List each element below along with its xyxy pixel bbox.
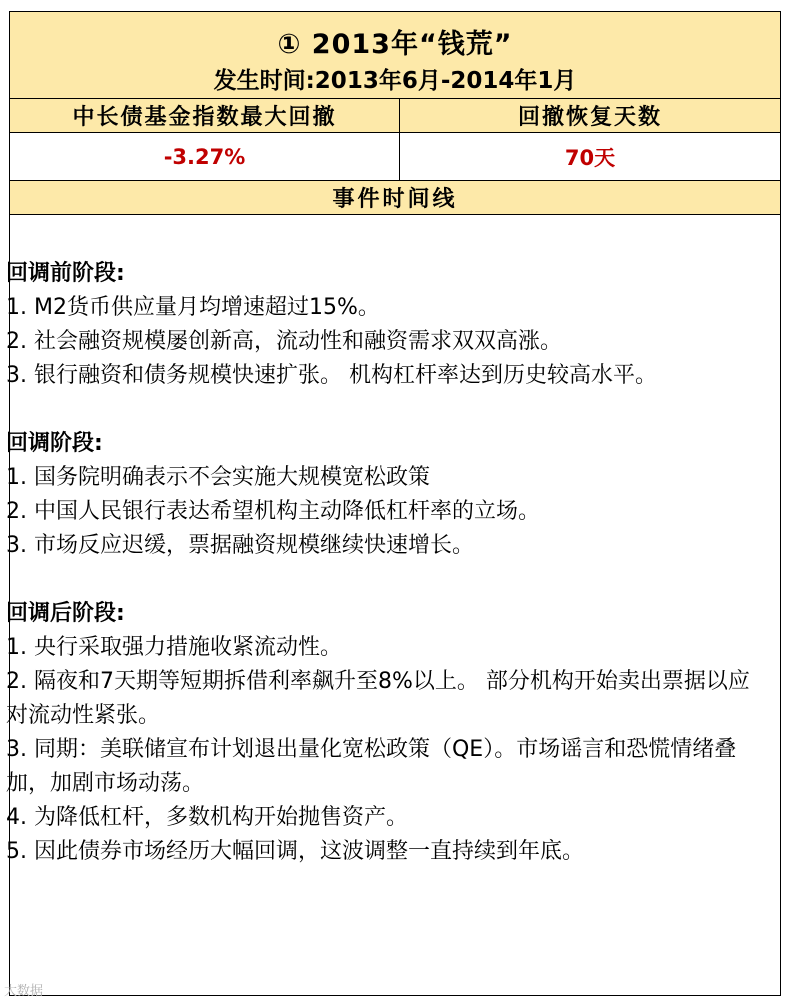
list-item: 1. 国务院明确表示不会实施大规模宽松政策 (6, 465, 430, 490)
max-drawdown-label: 中长债基金指数最大回撤 (10, 99, 400, 132)
card-title: ① 2013年“钱荒” (277, 29, 513, 60)
section-title: 回调后阶段: (6, 601, 125, 626)
recovery-days-label: 回撤恢复天数 (517, 105, 662, 130)
list-item: 4. 为降低杠杆，多数机构开始抛售资产。 (6, 805, 408, 830)
section-title: 回调前阶段: (6, 261, 125, 286)
list-item: 2. 隔夜和7天期等短期拆借利率飙升至8%以上。 部分机构开始卖出票据以应对流动性紧张。 (6, 669, 750, 728)
watermark: 大数据 (4, 984, 44, 999)
list-item: 3. 市场反应迟缓，票据融资规模继续快速增长。 (6, 533, 474, 558)
recovery-days-value: 70天 (564, 145, 616, 170)
metric-label-row (10, 99, 780, 133)
section-post (6, 597, 764, 869)
card-header (10, 12, 780, 99)
section-during (6, 427, 764, 563)
list-item: 3. 同期：美联储宣布计划退出量化宽松政策（QE）。市场谣言和恐慌情绪叠加，加剧市场动荡。 (6, 737, 737, 796)
list-item: 2. 社会融资规模屡创新高，流动性和融资需求双双高涨。 (6, 329, 562, 354)
list-item: 5. 因此债券市场经历大幅回调，这波调整一直持续到年底。 (6, 839, 584, 864)
section-pre (6, 257, 764, 393)
metric-value-row (10, 133, 780, 181)
timeline-body (6, 257, 764, 869)
list-item: 3. 银行融资和债务规模快速扩张。 机构杠杆率达到历史较高水平。 (6, 363, 657, 388)
list-item: 1. 央行采取强力措施收紧流动性。 (6, 635, 342, 660)
timeline-title: 事件时间线 (10, 181, 780, 215)
list-item: 1. M2货币供应量月均增速超过15%。 (6, 295, 380, 320)
section-title: 回调阶段: (6, 431, 103, 456)
max-drawdown-value: -3.27% (10, 133, 400, 180)
card-subtitle: 发生时间:2013年6月-2014年1月 (213, 68, 577, 94)
list-item: 2. 中国人民银行表达希望机构主动降低杠杆率的立场。 (6, 499, 540, 524)
